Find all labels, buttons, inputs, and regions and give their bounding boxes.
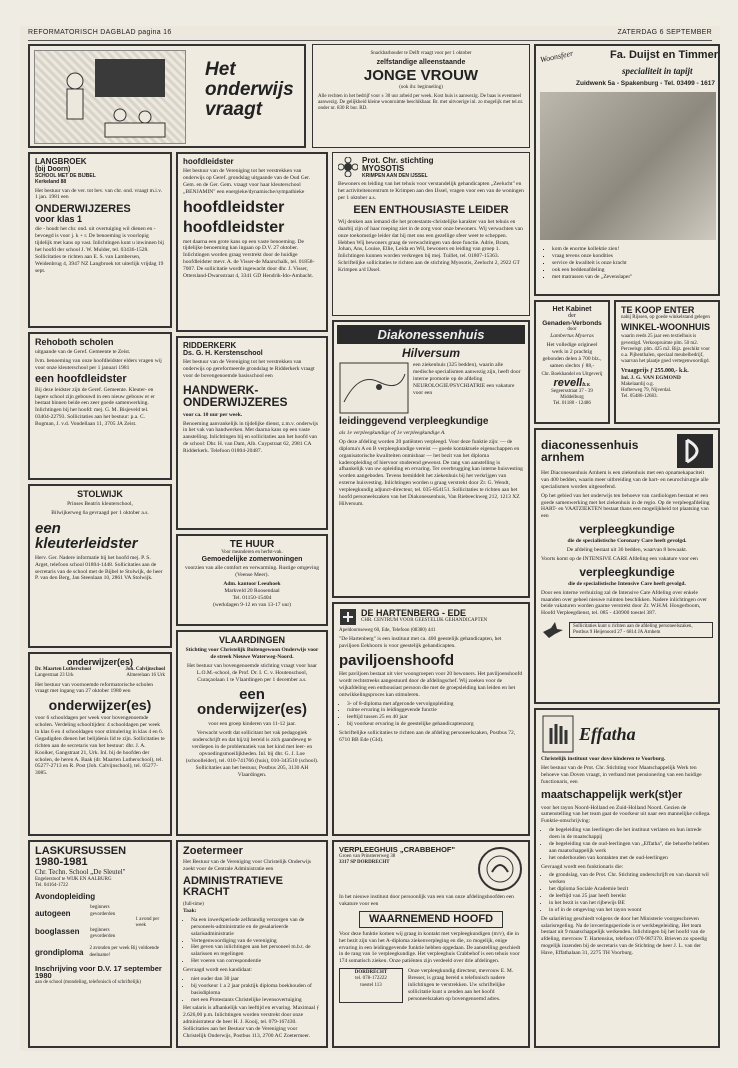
- effatha-req: • het diploma Sociale Academie bezit: [549, 886, 713, 893]
- arnhem-t2s: die de specialistische Intensive Care heeft gevolgd.: [568, 580, 686, 587]
- ad-diakonessenhuis-hilversum: [332, 320, 530, 598]
- rehoboth-body1: Ivm. benoeming van onze hoofdleidster elders vragen wij voor onze kleuterschool per 1 januari 1981: [35, 357, 162, 371]
- tehuur-adm: Adm. kantoor Leeuhoek: [223, 581, 281, 587]
- vlaardingen-title: VLAARDINGEN: [218, 635, 285, 645]
- kabinet-t3: Genaden-Verbonds: [542, 319, 602, 327]
- ad-effatha: [534, 708, 720, 1048]
- banner-line-3: vraagt: [205, 98, 263, 120]
- las-title: LASKURSUSSEN: [35, 845, 127, 857]
- ad-laskursussen: [28, 840, 172, 1048]
- urk-body: voor 6 schooldagen per week voor bovengenoemde scholen. Verdeling schooltijden: 4 schooldagen per week in klas 6 en 4 schooldagen voor stimulering in klas 4 en 6. Gegadigden dienen het belijdenis lid te zijn. Sollicitaties te richten aan de secretaris van het bestuur: dhr. J. A. Kooiker, Gangstraat 21, Urk. Inl. bij de hoofden der scholen, de heren A. Baak (dr. Maarten Lutherschool), tel. 05277-2713 en R. Post (Joh. Calvijnschool), tel. 05277-3085.: [35, 715, 165, 777]
- zoetermeer-intro: Het Bestuur van de Vereniging voor Christelijk Onderwijs zoekt voor de Centrale Administratie een: [183, 859, 312, 872]
- las-grondiploma: grondiploma: [35, 947, 84, 957]
- las-row-2: booglassen: [35, 926, 80, 936]
- duijst-name: Fa. Duijst en Timmer: [610, 49, 718, 61]
- effatha-ver: Gevraagd wordt een funktionaris die:: [541, 863, 624, 870]
- vlaardingen-body: Verwacht wordt dat sollicitant het vak pedagogiek onderschrijft en dat hij/zij bereid is zich gaandeweg te verdiepen in de problematiek van het kind met leer- en opvoedingsmoeilijkheden. Inl. bij dhr. G. J. Loe (schoolleider), tel. 010-741766 (huis), 010-343510 (school). Sollicitaties aan het bestuur, Postbus 205, 3130 AH Vlaardingen.: [185, 730, 319, 778]
- urk-school-1: Dr. Maarten Lutherschool: [35, 667, 92, 672]
- urk-school-1-address: Langestraat 23 Urk: [35, 673, 74, 679]
- crabbehof-box-3: toestel 113: [360, 982, 382, 988]
- kabinet-brand: revell: [553, 376, 583, 389]
- arnhem-t2: verpleegkundige: [579, 564, 675, 579]
- zoetermeer-ver-item: • met een Protestants Christelijke levensovertuiging: [191, 997, 321, 1004]
- jonge-vrouw-note: (ook ihr. beginneling): [399, 85, 443, 91]
- kabinet-title: Het Kabinet: [552, 306, 592, 313]
- ad-te-koop-enter: [614, 300, 720, 424]
- langbroek-intro: Het bestuur van de ver. tot bev. van chr. ond. vraagt m.i.v. 1 jan. 1981 een: [35, 187, 162, 201]
- tekoop-tel: Tel. 05486-12683.: [621, 394, 658, 400]
- ridderkerk-school: Ds. G. H. Kerstenschool: [183, 350, 263, 357]
- urk-school-2: Joh. Calvijnschool: [125, 667, 165, 672]
- zoetermeer-taak-item: • Vertegenwoordiging van de vereniging: [191, 938, 321, 945]
- effatha-req: • de leeftijd van 25 jaar heeft bereikt: [549, 893, 713, 900]
- ido-title: hoofdleidster: [183, 157, 234, 166]
- zoetermeer-taak: Taak:: [183, 908, 197, 914]
- stolwijk-body: Herv. Ger. Nadere informatie bij het hoofd mej. P. S. Arget, telefoon school 01804-1448. Sollicitaties aan de secretaris van de school met de Bijbel te Stolwijk, de heer P. van den Berg, Jan Steenlaan 10, 2861 VA Stolwijk.: [35, 554, 163, 582]
- crabbehof-title: VERPLEEGHUIS „CRABBEHOF": [339, 845, 456, 854]
- ad-te-huur: [176, 534, 328, 626]
- ad-duijst-timmer: [534, 44, 720, 296]
- arnhem-name-2: arnhem: [541, 450, 585, 464]
- tehuur-name: Gemoedelijke zomerwoningen: [201, 556, 303, 564]
- vlaardingen-sub: voor een groep kinderen van 11-12 jaar.: [208, 721, 296, 728]
- tehuur-title: TE HUUR: [229, 539, 275, 550]
- hartenberg-req: • ruime ervaring in leidinggevende functie: [347, 707, 523, 714]
- effatha-name: Effatha: [579, 724, 636, 744]
- ad-vlaardingen: [176, 630, 328, 836]
- effatha-intro: Het bestuur van de Prot. Chr. Stichting voor Maatschappelijk Werk ten behoeve van Doven vraagt, in verband met pensionering van een huidige functionaris, een: [541, 764, 702, 785]
- duijst-bullet: ▪ service de kwaliteit is onze kracht: [552, 260, 720, 267]
- kabinet-bv: b.v.: [582, 381, 591, 388]
- effatha-body1: voor het rayon Noord-Holland en Zuid-Holland Noord. Gezien de samenstelling van het team gaat de voorkeur uit naar een mannelijke collega. Funktie-omschrijving:: [541, 804, 711, 825]
- zoetermeer-body: Het salaris is afhankelijk van leeftijd en ervaring. Maximaal ƒ 2.626,00 p.m. Inlichtingen worden verstrekt door onze administrateur de heer H. J. Kooij, tel. 079-167430. Sollicitaties aan het Bestuur van de Vereniging voor Christelijk Onderwijs, Postbus 113, 2700 AC Zoetermeer.: [183, 1005, 320, 1039]
- tekoop-title: TE KOOP ENTER: [621, 305, 695, 315]
- crabbehof-address: Groen van Prinstererweg 38: [339, 853, 396, 859]
- las-inschrijving-note: aan de school (mondeling, telefonisch of schriftelijk): [35, 979, 141, 985]
- ridderkerk-title: RIDDERKERK: [183, 341, 237, 350]
- ad-het-kabinet: [534, 300, 610, 424]
- rehoboth-intro: uitgaande van de Geref. Gemeente te Zeist.: [35, 349, 131, 355]
- diakonessen-title2: leidinggevend verpleegkundige: [339, 416, 489, 427]
- zoetermeer-taak-item: • Het voeren van correspondentie: [191, 958, 321, 965]
- las-tel: Tel. 04164-1722: [35, 883, 68, 888]
- kabinet-address: Segeersstraat 37 - 39: [551, 388, 593, 394]
- zoetermeer-ver: Gevraagd wordt een kandidaat:: [183, 967, 252, 973]
- myosotis-title2: EEN ENTHOUSIASTE LEIDER: [353, 203, 509, 216]
- diakonessen-name-2: Hilversum: [401, 346, 461, 360]
- ad-myosotis: [332, 152, 530, 316]
- kabinet-t4: door: [567, 327, 577, 332]
- kabinet-body: Het volledige origineel werk in 2 prachtig gebonden delen à 700 blz., samen slechts ƒ 88,-: [542, 342, 602, 369]
- zoetermeer-ver-item: • bij voorkeur 1 a 2 jaar praktijk diploma boekhouden of basisdiploma: [191, 983, 321, 997]
- duijst-bullet: ▪ ook een beddenafdeling: [552, 267, 720, 274]
- duijst-bullet: ▪ met matrassen van de „Zevenslaper": [552, 274, 720, 281]
- duijst-sub: specialiteit in tapijt: [622, 66, 693, 76]
- arnhem-logo-icon: [677, 434, 713, 468]
- myosotis-name: MYOSOTIS: [362, 164, 405, 173]
- banner-line-2: onderwijs: [205, 78, 294, 100]
- zoetermeer-fulltime: (full-time): [183, 901, 204, 907]
- ad-hendrik-ido-ambacht: [176, 152, 328, 332]
- las-heading: Avondopleiding: [35, 892, 96, 902]
- myosotis-body1: Bewoners en leiding van het tehuis voor verstandelijk gehandicapten „Zeelucht" en het activiteitencentrum te Krimpen aan den IJssel, vragen voor een van de woningen per 1 oktober a.s.: [338, 181, 524, 201]
- arnhem-intro: Het Diaconessenhuis Arnhem is een ziekenhuis met een opnamekapaciteit van 400 bedden, waarin meer uitbreiding van de hart- en neurochirurgie alle specialismen worden uitgeoefend.: [541, 470, 709, 490]
- hartenberg-req: • leeftijd tussen 25 en 40 jaar: [347, 714, 523, 721]
- urk-title: onderwijzer(es): [66, 657, 133, 667]
- arnhem-name-1: diaconessenhuis: [541, 438, 639, 452]
- zoetermeer-taak-item: • Het geven van inlichtingen aan het personeel m.b.t. de salarissen en regelingen: [191, 944, 321, 958]
- effatha-title2: maatschappelijk werk(st)er: [541, 788, 683, 801]
- tehuur-hours: (werkdagen 9-12 en van 13-17 uur): [212, 601, 292, 608]
- diakonessen-sub: als 1e verpleegkundige of 1e verpleegkundige A.: [339, 430, 446, 436]
- jonge-vrouw-body: Alle rechten in het bedrijf voor ± 30 uur arbeid per week. Kost huis is aanwezig. De baas is eventueel aanwezig. De gelijkheid kleine woonruimte beschikbaar. Br. met uitvoerige inl. zo mogelijk met tel.nr. onder nr. 830 R bur. RD.: [318, 93, 524, 111]
- tekoop-inl: Inl. J. G. VAN EGMOND: [621, 375, 681, 381]
- effatha-req: • de grondslag, van de Prot. Chr. Stichting onderschrijft en van daaruit wil werken: [549, 872, 713, 886]
- tekoop-sub: nabij Rijssen, op goede winkelstand gelegen: [621, 315, 710, 320]
- carpet-photo: [540, 92, 716, 240]
- kabinet-shop: Chr. Boekhandel en Uitgeverij: [541, 371, 603, 377]
- duijst-address: Zuidwenk 5a - Spakenburg - Tel. 03499 - 1617: [576, 80, 715, 87]
- urk-school-2-address: Almerelaan 16 Urk: [126, 673, 165, 679]
- stolwijk-title: STOLWIJK: [77, 489, 123, 499]
- ido-title2: hoofdleidster: [183, 198, 285, 216]
- langbroek-place2: (bij Doorn): [35, 166, 71, 173]
- effatha-req: • in of in de omgeving van het rayon woont: [549, 907, 713, 914]
- hartenberg-title2: paviljoenshoofd: [339, 652, 455, 669]
- arnhem-body3: Door een interne verhuizing zal de Intensive Care Afdeling over enkele maanden over geheel nieuwe ruimten beschikken. Nadere inlichtingen over beide vakaturen worden gaarne verstrekt door Zr. W.H.M. Hoogerboom, Hoofd Verpleegdienst, tel. 085 - 430900 toestel 387.: [541, 589, 708, 617]
- langbroek-address: Kerkeland 88: [35, 179, 67, 186]
- tekoop-firm: Makelaardij o.g.: [621, 381, 654, 387]
- hartenberg-logo-icon: [339, 608, 357, 626]
- langbroek-title2: voor klas 1: [35, 214, 83, 225]
- classroom-illustration: [34, 50, 186, 144]
- map-icon: [339, 362, 409, 414]
- hartenberg-sub: CHR. CENTRUM VOOR GEESTELIJK GEHANDICAPTEN: [361, 618, 488, 624]
- jonge-vrouw-title: JONGE VROUW: [363, 67, 479, 85]
- jonge-vrouw-intro: Snackbarhouder te Delft vraagt voor per 1 oktober: [370, 51, 472, 56]
- effatha-task: • het onderhouden van kontakten met de oud-leerlingen: [549, 855, 713, 862]
- header-rule: [28, 40, 712, 41]
- las-freq: 1 avond per week: [135, 916, 160, 928]
- arnhem-body2: Voorts komt op de INTENSIVE CARE Afdeling een vakature voor een: [541, 555, 698, 562]
- tehuur-body: voorzien van alle comfort en verwarming. Rustige omgeving (Veense Meer).: [184, 565, 320, 579]
- hartenberg-intro: "De Hartenberg" is een instituut met ca. 400 geestelijk gehandicapten, het paviljoen Eekhoorn is voor geestelijk gehandicapten.: [339, 636, 502, 650]
- kabinet-t5: Lambertus Myseras: [550, 333, 594, 340]
- crabbehof-body: Voor deze funktie komen wij graag in kontakt met verpleegkundigen (m/v), die in het bezit zijn van het A-diploma ziekenverpleging en die, zo mogelijk, enige ervaring in een leidinggevende funktie hebben opgedaan. De aanstelling geschiedt in de rang van 1e verpleegkundige. Het verpleeghuis Crabbehof is een tehuis voor 174 somatisch zieken. Onze patiënten zijn verdeeld over drie afdelingen.: [339, 930, 521, 965]
- las-row-1-note: beginners gevorderden: [90, 905, 116, 917]
- crabbehof-title2: WAARNEMEND HOOFD: [359, 911, 503, 928]
- hartenberg-req: • bij voorkeur ervaring in de geestelijke gehandicaptenzorg: [347, 721, 523, 728]
- zoetermeer-taak-item: • Na een inwerkperiode zelfstandig verzorgen van de personeels-administratie en de gesalarieerde salarisadministratie: [191, 917, 321, 938]
- ido-body: met daarna een grote kans op een vaste benoeming. De tijdelijke benoeming kan ingaan op D.V. 27 oktober. Inlichtingen worden graag verstrekt door de huidige hoofdleidster mevr. A. de Visser-de Maarschalk, tel. 01858-7007. De sollicitatie wordt ingewacht door dhr. J. Visser, Ottersland-Dwarsstraat 4, 3341 GD Hendrik-Ido-Ambacht.: [183, 238, 315, 279]
- tehuur-note: Voor meanderen en herfst-vak.: [221, 550, 283, 555]
- crabbehof-seal-icon: [477, 846, 523, 892]
- langbroek-place: LANGBROEK: [35, 157, 87, 166]
- arnhem-body1: Op het gebied van het onderwijs ten behoeve van cardiologen bestaat er een goede samenwerking met het ziekenhuis in de regio. Op de verpleegafdeling HART- en VAATZIEKTEN bestaat thans een mogelijkheid tot plaatsing van een: [541, 492, 710, 520]
- ad-rehoboth: [28, 332, 172, 480]
- ido-hoofdleidster: hoofdleidster: [183, 218, 285, 236]
- vlaardingen-title2: een onderwijzer(es): [196, 686, 308, 719]
- urk-title2: onderwijzer(es): [48, 697, 152, 714]
- effatha-req: • in het bezit is van het rijbewijs BE: [549, 900, 713, 907]
- arnhem-t1: verpleegkundige: [579, 522, 675, 537]
- ad-zoetermeer: [176, 840, 328, 1048]
- arnhem-foot: Sollicitaties kunt u richten aan de afdeling personeelszaken, Postbus 9 Heijenoord 27 - 6814 JA Arnhem: [569, 622, 713, 639]
- zoetermeer-ver-item: • niet ouder dan 30 jaar: [191, 976, 321, 983]
- crabbehof-note: Onze verpleegkundig directeur, mevrouw E. M. Bresser, is graag bereid u telefonisch nadere inlichtingen te verstrekken. Uw schriftelijke sollicitatie kunt u zenden aan het hoofd personeelszaken op bovengenoemd adres.: [408, 968, 514, 1002]
- las-school: Chr. Techn. School „De Sleutel": [35, 868, 126, 876]
- diakonessen-body: Op deze afdeling worden 20 patiënten verpleegd. Voor deze funktie zijn: — de diploma's A en B verpleegkundige vereist — goede kontaktuele eigenschappen en organisatorische kwaliteiten onmisbaar — het bezit van het diploma kaderopleiding of hiervoor studerend gewenst. De rang van aanstelling is afhankelijk van uw opleiding en ervaring. Ter overbrugging kan interne huisvesting worden aangeboden. Tevens bemiddelt het ziekenhuis bij het verkrijgen van externe huisvesting. Inlichtingen worden u graag verstrekt door Zr. G. Wendt, verpleegkundig adjunct-directeur, tel. 035-854151. Sollicitaties te richten aan het hoofd personeelszaken van het Diakonessenhuis, Van Riebeeckweg 212, 1213 XZ Hilversum.: [339, 438, 523, 507]
- langbroek-title: ONDERWIJZERES: [35, 203, 131, 216]
- effatha-hand-icon: [541, 714, 575, 754]
- diakonessen-intro: een ziekenhuis (325 bedden), waarin alle medische specialismen aanwezig zijn, heeft door interne promotie op de afdeling NEUROLOGIE/PSYCHIATRIE een vakature voor een: [413, 362, 521, 396]
- effatha-sub: Christelijk instituut voor dove kinderen te Voorburg.: [541, 756, 666, 762]
- newspaper-page: [20, 26, 720, 1051]
- stolwijk-title2: een kleuterleidster: [35, 519, 138, 552]
- las-grondiploma-note: 2 avonden per week Bij voldoende deelname!: [89, 946, 160, 958]
- myosotis-body2: Wij denken aan iemand die het protestants-christelijke karakter van het tehuis en daarbij zijn of haar roeping ziet in de zorg voor onze bewoners. Wij verwachten van onze toekomstige leider dat hij met ons een gezellige sfeer weet te scheppen. Hebben Wij bewoners graag de verwachtingen van deze functie. Adrie, Bram, Johan, Ans, Louise, Ellie, Leida en Wil, bewoners en leiding van groep 1. Inlichtingen kunnen worden verkregen bij mej. Tuillet, tel. 01807-15363. Schriftelijke sollicitaties te richten aan de stichting Myosotis, Zeelucht 2, 2922 GT Krimpen a/d IJssel.: [338, 218, 523, 273]
- tekoop-price: Vraagprijs ƒ 255.000,- k.k.: [621, 367, 689, 374]
- ad-ridderkerk: [176, 336, 328, 530]
- diakonessen-name-1: Diakonessenhuis: [337, 325, 525, 344]
- ad-diaconessenhuis-arnhem: [534, 428, 720, 704]
- zoetermeer-title2: ADMINISTRATIEVE KRACHT: [183, 874, 284, 898]
- arnhem-t1s: die de specialistische Coronary Care heeft gevolgd.: [567, 538, 687, 545]
- ridderkerk-body: Benoeming aanvankelijk in tijdelijke dienst, z.m.v. onderwijs in het vak van handwerken. Met daarna kans op een vaste aanstelling. Inlichtingen bij en sollicitaties aan het hoofd van de school: Dhr. H. van Dam, Alb. Cuypstraat 62, 2981 CA Ridderkerk. Telefoon 01804-20487.: [183, 420, 318, 454]
- tekoop-title2: WINKEL-WOONHUIS: [621, 322, 710, 333]
- hartenberg-body: Het paviljoen bestaat uit vier woongroepen voor 20 bewoners. Het paviljoenshoofd wordt rechtstreeks aangestuurd door de afdelingschef. Wij zoeken voor de wijkafdeling een enthousiast persoon die met de groepsleiding kan leiden en het ontwikkelingsproces kan stimuleren.: [339, 671, 523, 698]
- duijst-bullet: ▪ kom de enorme kollektie zien!: [552, 246, 720, 253]
- vlaardingen-intro: Het bestuur van bovengenoemde stichting vraagt voor haar L.O.M.-school, de Prof. Dr. I. C. v. Houtenschool, Curaçaolaan 1 te Vlaardingen per 1 december a.s.: [187, 662, 317, 683]
- hartenberg-address: Apeldoornseweg 60, Ede, Telefoon (08380) 441: [339, 628, 436, 633]
- myosotis-address: KRIMPEN AAN DEN IJSSEL: [362, 173, 428, 179]
- teacher-blackboard-icon: [35, 51, 185, 143]
- duijst-prefix: Woonsfeer: [539, 48, 574, 65]
- effatha-task: • de begeleiding van leerlingen die het instituut verlaten en hun intrede doen in de maatschappij: [549, 827, 713, 841]
- myosotis-title: Prot. Chr. stichting: [362, 156, 434, 165]
- ad-de-hartenberg: [332, 602, 530, 836]
- header-right: ZATERDAG 6 SEPTEMBER: [617, 29, 712, 36]
- ridderkerk-intro: Het bestuur van de Vereniging tot het verstrekken van onderwijs op gereformeerde grondslag te Ridderkerk vraagt voor de bovengenoemde basisschool een: [183, 359, 315, 379]
- vlaardingen-school: Stichting voor Christelijk Buitengewoon Onderwijs voor de streek Nieuwe Waterweg-Noord.: [185, 647, 319, 660]
- kabinet-city: Middelburg: [560, 395, 584, 401]
- stolwijk-school: Prinses Beatrix kleuterschool,: [67, 501, 133, 507]
- kabinet-t2: der: [568, 313, 576, 319]
- hartenberg-title: DE HARTENBERG - EDE: [361, 608, 467, 619]
- ad-crabbehof: [332, 840, 530, 1048]
- ridderkerk-title2: HANDWERK-ONDERWIJZERES: [183, 382, 288, 409]
- crabbehof-box-2: tel. 078-172222: [355, 976, 387, 982]
- ad-stolwijk: [28, 484, 172, 648]
- las-row-2-note: beginners gevorderden: [90, 927, 116, 939]
- dove-icon: [541, 620, 565, 640]
- las-years: 1980-1981: [35, 856, 88, 868]
- arnhem-t1n: De afdeling bestaat uit 36 bedden, waarvan 8 bewaakt.: [566, 547, 688, 553]
- effatha-body2: De salariëring geschiedt volgens de door het Ministerie voorgeschreven salarisregeling. Na de invoeringsperiode is er werkbegeleiding. Het team bestaat uit 9 maatschappelijk werkenden. Inlichtingen bij het hoofd van de afdeling, mevrouw T. Hartensius, telefoon 070-987370. Brieven zo spoedig mogelijk inzenden bij de secretaris van de Stichting de heer J. L. van der Have, Effathalaan 31, 2275 TH Voorburg.: [541, 915, 707, 956]
- las-address: Engelerstoof te WIJK EN AALBURG: [35, 876, 112, 882]
- ad-langbroek: [28, 152, 172, 328]
- tekoop-body: waarin reeds 25 jaar een textielhuis is gevestigd. Verkoopruimte plm. 50 m2. Perceelsgr. plm. 425 m2. Bijz. geschikt voor o.a. Pijhenthalen, speciaal meubelbedrijf, waarvan het plaatje goed vertegenwoordigd.: [621, 334, 710, 365]
- stolwijk-intro: Bilwijkerweg 6a gevraagd per 1 oktober a.s.: [51, 509, 149, 516]
- myosotis-flower-icon: [338, 157, 358, 177]
- crabbehof-city: 3317 SP DORDRECHT: [339, 859, 390, 865]
- zoetermeer-title: Zoetermeer: [183, 845, 243, 857]
- banner-line-1: Het: [205, 59, 236, 80]
- tehuur-tel: Tel. 01150-15404: [232, 594, 272, 601]
- langbroek-body: die - houdt het chr. ond. uit overtuiging wil dienen en - bevoegd is voor j. k + r. De benoeming is voorlopig tijdelijk met kans op vast. Inlichtingen kunt u inwinnen bij het hoofd der school J. W. Mulder, tel. 03436-1528. Sollicitaties te richten aan E. S. van Lambersen, Weidenbrug 4, 3947 NZ Langbroek tot uiterlijk vrijdag 19 sept.: [35, 226, 164, 274]
- effatha-task: • de begeleiding van de oud-leerlingen van „Effatha", die behoefte hebben aan maatschappelijk werk: [549, 841, 713, 855]
- rehoboth-title: Rehoboth scholen: [35, 337, 114, 347]
- langbroek-school: SCHOOL MET DE BIJBEL: [35, 173, 96, 179]
- crabbehof-box-1: DORDRECHT: [354, 970, 388, 976]
- kabinet-tel: Tel. 01180 - 12486: [553, 401, 591, 407]
- ridderkerk-sub: voor ca. 10 uur per week.: [183, 411, 243, 418]
- rehoboth-title2: een hoofdleidster: [35, 372, 127, 385]
- ad-urk: [28, 652, 172, 836]
- banner-het-onderwijs-vraagt: [28, 44, 306, 148]
- ad-jonge-vrouw: [312, 44, 530, 148]
- las-inschrijving: Inschrijving voor D.V. 17 september 1980: [35, 963, 162, 981]
- header-left: REFORMATORISCH DAGBLAD pagina 16: [28, 29, 172, 36]
- jonge-vrouw-sub: zelfstandige alleenstaande: [376, 59, 466, 67]
- hartenberg-req: • 3- of 8-diploma met afgeronde vervolgopleiding: [347, 701, 523, 708]
- urk-intro: Het bestuur van voornoemde reformatorische scholen vraagt met ingang van 27 oktober 1980 een: [35, 681, 154, 695]
- duijst-bullet: ▪ vraag tevens onze kondities: [552, 253, 720, 260]
- tekoop-address: Hofterweg 79, Nijverdal.: [621, 388, 672, 394]
- hartenberg-foot: Schriftelijke sollicitaties te richten aan de afdeling personeelszaken, Postbus 72, 6710 BB Ede (Gld).: [339, 730, 516, 743]
- crabbehof-intro: In het nieuwe instituut door persoonlijk van een van onze afdelingshoofden een vakature voor een: [339, 894, 514, 907]
- las-row-1: autogeen: [35, 908, 71, 918]
- rehoboth-body2: Bij deze leidster zijn de Geref. Gemeente. Kleuter- en lagere school zijn gebouwd in een nieuw gebouw er er bestaat binnen beide een zeer goede samenwerking. Inlichtingen bij het hoofd: mej. G. M. Bisjeveld tel. 03404-22793. Sollicitaties aan het bestuur: p.a. C. Bogman, J. v.d. Vondellaan 11, 3705 JA Zeist.: [35, 386, 155, 427]
- ido-intro: Het bestuur van de Vereniging tot het verstrekken van onderwijs op Geref. grondslag uitgaande van de Oud Ger. Gem. en de Ger. Gem. vraagt voor haar kleuterschool „BENJAMIN" een energieke/dynamische/sympathieke: [183, 168, 311, 195]
- tehuur-address: Markveld 20 Roosendaal: [224, 587, 280, 594]
